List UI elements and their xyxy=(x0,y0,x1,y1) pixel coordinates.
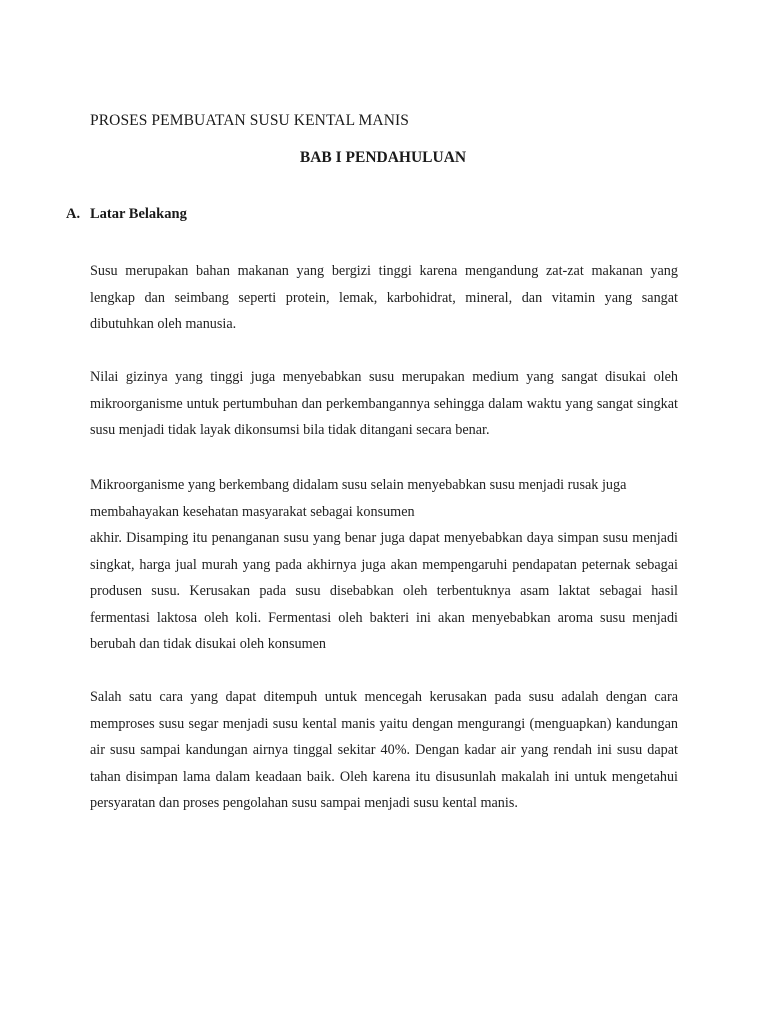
document-title: PROSES PEMBUATAN SUSU KENTAL MANIS xyxy=(90,112,410,129)
paragraph-2: Nilai gizinya yang tinggi juga menyebabkan susu merupakan medium yang sangat disukai oleh mikroorganisme untuk pertumbuhan dan perkembangannya sehingga dalam waktu yang sangat singkat susu menjadi tidak layak dikonsumsi bila tidak ditangani secara benar. xyxy=(90,369,678,438)
chapter-title xyxy=(0,149,768,167)
paragraph-3-first-part: Mikroorganisme yang berkembang didalam susu selain menyebabkan susu menjadi rusak juga membahayakan kesehatan masyarakat sebagai konsumen xyxy=(90,477,627,520)
chapter-title-text: BAB I PENDAHULUAN xyxy=(299,149,467,166)
paragraph-3-second-part: akhir. Disamping itu penanganan susu yang benar juga dapat menyebabkan daya simpan susu menjadi singkat, harga jual murah yang pada akhirnya juga akan mempengaruhi pendapatan peternak sebagai produsen susu. Kerusakan pada susu disebabkan oleh terbentuknya asam laktat sebagai hasil fermentasi laktosa oleh koli. Fermentasi oleh bakteri ini akan menyebabkan aroma susu menjadi berubah dan tidak disukai oleh konsumen xyxy=(90,530,678,652)
section-marker: A. xyxy=(66,206,81,222)
section-heading-text: Latar Belakang xyxy=(90,206,187,222)
section-heading xyxy=(66,206,187,223)
paragraph-1: Susu merupakan bahan makanan yang bergizi tinggi karena mengandung zat-zat makanan yang lengkap dan seimbang seperti protein, lemak, karbohidrat, mineral, dan vitamin yang sangat dibutuhkan oleh manusia. xyxy=(90,263,678,332)
paragraph-4: Salah satu cara yang dapat ditempuh untuk mencegah kerusakan pada susu adalah dengan cara memproses susu segar menjadi susu kental manis yaitu dengan mengurangi (menguapkan) kandungan air susu sampai kandungan airnya tinggal sekitar 40%. Dengan kadar air yang rendah ini susu dapat tahan disimpan lama dalam keadaan baik. Oleh karena itu disusunlah makalah ini untuk mengetahui persyaratan dan proses pengolahan susu sampai menjadi susu kental manis. xyxy=(90,689,678,811)
